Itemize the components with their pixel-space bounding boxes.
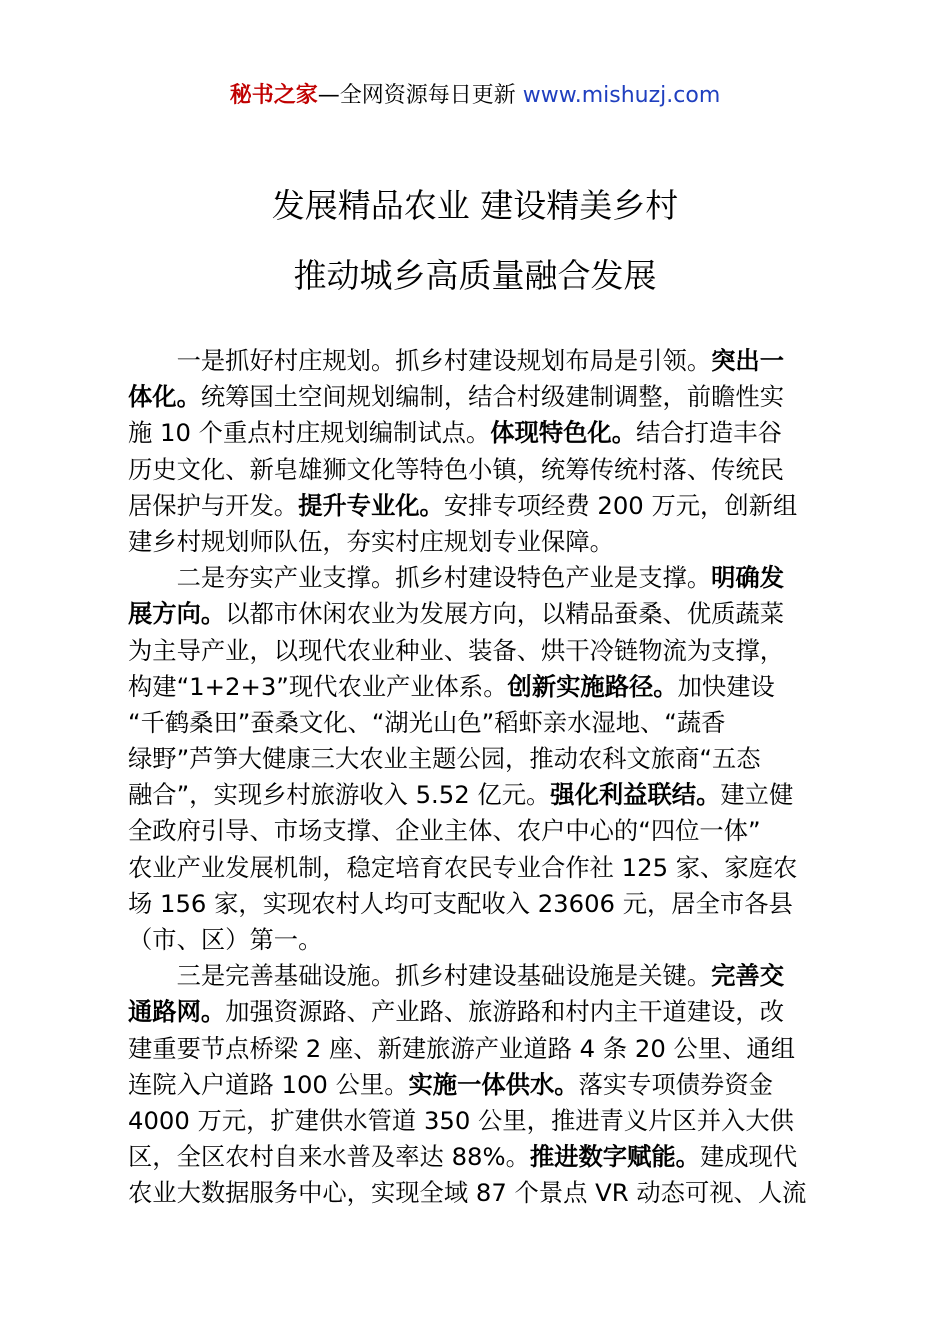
text-segment: 居保护与开发。 xyxy=(128,490,299,520)
body-line xyxy=(128,524,834,560)
body-line xyxy=(128,343,834,379)
body-line xyxy=(128,850,834,886)
body-line xyxy=(128,777,834,813)
body-line xyxy=(128,922,834,958)
body-text xyxy=(128,343,834,1212)
body-line xyxy=(128,1067,834,1103)
site-header xyxy=(0,80,950,112)
text-segment: 施 10 个重点村庄规划编制试点。 xyxy=(128,418,491,448)
body-line xyxy=(128,958,834,994)
body-line xyxy=(128,886,834,922)
text-segment: “千鹤桑田”蚕桑文化、“湖光山色”稻虾亲水湿地、“蔬香 xyxy=(128,707,726,737)
text-segment: 结合打造丰谷 xyxy=(636,418,782,448)
bold-phrase: 通路网。 xyxy=(128,997,226,1027)
bold-phrase: 体化。 xyxy=(128,382,201,412)
text-segment: 建立健 xyxy=(720,780,794,810)
body-line xyxy=(128,1175,834,1211)
text-segment: 三是完善基础设施。抓乡村建设基础设施是关键。 xyxy=(128,961,712,991)
body-line xyxy=(128,1031,834,1067)
text-segment: 建重要节点桥梁 2 座、新建旅游产业道路 4 条 20 公里、通组 xyxy=(128,1033,795,1063)
text-segment: 建成现代 xyxy=(699,1142,798,1172)
text-segment: 全政府引导、市场支撑、企业主体、农户中心的“四位一体” xyxy=(128,816,761,846)
body-line xyxy=(128,705,834,741)
body-line xyxy=(128,741,834,777)
bold-phrase: 推进数字赋能。 xyxy=(529,1142,700,1172)
text-segment: 为主导产业，以现代农业种业、装备、烘干冷链物流为支撑， xyxy=(128,635,785,665)
document-title-line-2: 推动城乡高质量融合发展 xyxy=(293,256,657,295)
text-segment: 农业产业发展机制，稳定培育农民专业合作社 125 家、家庭农 xyxy=(128,852,798,882)
bold-phrase: 实施一体供水。 xyxy=(408,1069,579,1099)
site-url-link[interactable]: www.mishuzj.com xyxy=(522,83,721,108)
bold-phrase: 提升专业化。 xyxy=(298,490,444,520)
body-line xyxy=(128,994,834,1030)
text-segment: 一是抓好村庄规划。抓乡村建设规划布局是引领。 xyxy=(128,346,712,375)
text-segment: 加强资源路、产业路、旅游路和村内主干道建设，改 xyxy=(225,997,785,1027)
body-line xyxy=(128,560,834,596)
body-line xyxy=(128,1103,834,1139)
header-tagline: —全网资源每日更新 xyxy=(317,83,523,108)
text-segment: 落实专项债券资金 xyxy=(578,1069,773,1099)
text-segment: 以都市休闲农业为发展方向，以精品蚕桑、优质蔬菜 xyxy=(225,599,785,629)
body-line xyxy=(128,452,834,488)
text-segment: 加快建设 xyxy=(677,671,775,701)
text-segment: 构建“1+2+3”现代农业产业体系。 xyxy=(128,671,508,701)
document-title-line-1: 发展精品农业 建设精美乡村 xyxy=(271,186,679,225)
bold-phrase: 体现特色化。 xyxy=(490,418,637,448)
bold-phrase: 明确发 xyxy=(711,563,785,593)
bold-phrase: 完善交 xyxy=(711,961,785,991)
text-segment: 二是夯实产业支撑。抓乡村建设特色产业是支撑。 xyxy=(128,563,712,593)
bold-phrase: 创新实施路径。 xyxy=(507,671,678,701)
brand-name: 秘书之家 xyxy=(229,83,318,108)
text-segment: 建乡村规划师队伍，夯实村庄规划专业保障。 xyxy=(128,526,614,556)
body-line xyxy=(128,488,834,524)
text-segment: （市、区）第一。 xyxy=(128,925,323,954)
text-segment: 4000 万元，扩建供水管道 350 公里，推进青义片区并入大供 xyxy=(128,1105,794,1135)
body-line xyxy=(128,415,834,451)
body-line xyxy=(128,633,834,669)
text-segment: 连院入户道路 100 公里。 xyxy=(128,1069,409,1099)
body-line xyxy=(128,1139,834,1175)
text-segment: 安排专项经费 200 万元，创新组 xyxy=(443,490,798,520)
bold-phrase: 强化利益联结。 xyxy=(550,780,721,810)
body-line xyxy=(128,379,834,415)
text-segment: 融合”，实现乡村旅游收入 5.52 亿元。 xyxy=(128,780,551,810)
bold-phrase: 突出一 xyxy=(711,346,785,375)
text-segment: 场 156 家，实现农村人均可支配收入 23606 元，居全市各县 xyxy=(128,888,793,918)
bold-phrase: 展方向。 xyxy=(128,599,226,629)
text-segment: 绿野”芦笋大健康三大农业主题公园，推动农科文旅商“五态 xyxy=(128,744,761,774)
text-segment: 农业大数据服务中心，实现全域 87 个景点 VR 动态可视、人流 xyxy=(128,1178,807,1208)
text-segment: 历史文化、新皂雄狮文化等特色小镇，统筹传统村落、传统民 xyxy=(128,454,785,484)
body-line xyxy=(128,596,834,632)
body-line xyxy=(128,669,834,705)
text-segment: 统筹国土空间规划编制，结合村级建制调整，前瞻性实 xyxy=(200,382,785,412)
text-segment: 区，全区农村自来水普及率达 88%。 xyxy=(128,1142,530,1172)
body-line xyxy=(128,813,834,849)
